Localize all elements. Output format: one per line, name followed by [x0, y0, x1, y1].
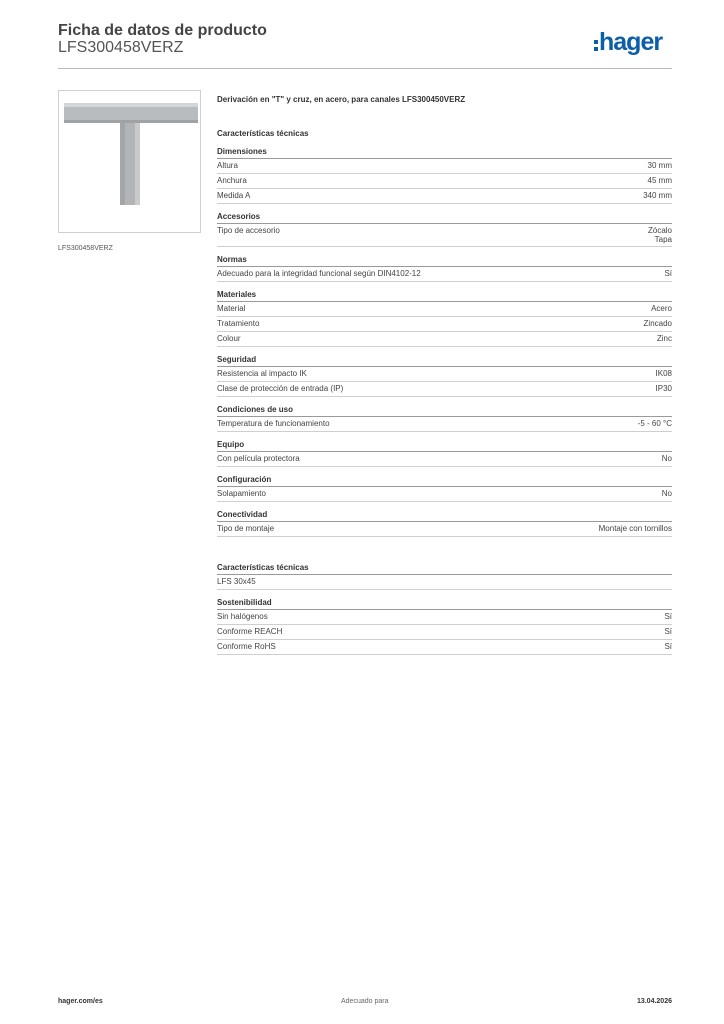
group-title: Accesorios [217, 212, 672, 224]
spec-value: Zinc [656, 334, 672, 343]
spec-label: Clase de protección de entrada (IP) [217, 384, 344, 393]
group-conectividad [217, 510, 672, 537]
spec-label: Altura [217, 161, 238, 170]
spec-label: Temperatura de funcionamiento [217, 419, 330, 428]
page-title: Ficha de datos de producto [58, 22, 267, 39]
spec-value: Sí [664, 269, 672, 278]
product-image-label: LFS300458VERZ [58, 245, 113, 252]
spec-label: Anchura [217, 176, 247, 185]
spec-value: IK08 [655, 369, 672, 378]
spec-row [217, 522, 672, 537]
spec-row [217, 317, 672, 332]
spec-label: Tipo de montaje [217, 524, 275, 533]
group-equipo [217, 440, 672, 467]
group-seguridad [217, 355, 672, 397]
spec-label: Conforme RoHS [217, 642, 276, 651]
spec-row [217, 189, 672, 204]
spec-row [217, 625, 672, 640]
spec-value: Acero [651, 304, 672, 313]
group-title: Conectividad [217, 510, 672, 522]
group-dimensiones [217, 147, 672, 204]
spec-label: Sin halógenos [217, 612, 268, 621]
spec-value: IP30 [655, 384, 672, 393]
spec-value: No [661, 454, 672, 463]
product-description: Derivación en "T" y cruz, en acero, para canales LFS300450VERZ [217, 95, 466, 104]
group-title: Dimensiones [217, 147, 672, 159]
spec-value: No [661, 489, 672, 498]
section-spacer [217, 545, 672, 563]
group-title: Equipo [217, 440, 672, 452]
logo-text: hager [599, 28, 663, 56]
group-sostenibilidad [217, 598, 672, 655]
product-code: LFS300458VERZ [58, 39, 184, 56]
group-normas [217, 255, 672, 282]
footer-date: 13.04.2026 [636, 998, 672, 1005]
spec-label: LFS 30x45 [217, 577, 256, 586]
spec-row [217, 267, 672, 282]
spec-value-line: Tapa [654, 235, 672, 244]
footer-website-link[interactable]: hager.com/es [58, 998, 103, 1005]
spec-row [217, 610, 672, 625]
group-title: Características técnicas [217, 563, 672, 575]
group-title: Normas [217, 255, 672, 267]
group-configuracion [217, 475, 672, 502]
spec-value: 30 mm [647, 161, 672, 170]
group-caracteristicas-tecnicas [217, 563, 672, 590]
spec-row [217, 640, 672, 655]
spec-label: Tipo de accesorio [217, 226, 280, 235]
spec-label: Colour [217, 334, 241, 343]
spec-row [217, 487, 672, 502]
spec-label: Resistencia al impacto IK [217, 369, 307, 378]
spec-label: Solapamiento [217, 489, 266, 498]
group-materiales [217, 290, 672, 347]
spec-value-line: Zócalo [647, 226, 672, 235]
spec-row [217, 302, 672, 317]
spec-value: Montaje con tornillos [598, 524, 672, 533]
spec-value: Sí [664, 612, 672, 621]
spec-value: 45 mm [647, 176, 672, 185]
spec-value: Zincado [643, 319, 672, 328]
group-title: Condiciones de uso [217, 405, 672, 417]
logo-colon-icon [594, 40, 598, 44]
group-title: Seguridad [217, 355, 672, 367]
spec-label: Con película protectora [217, 454, 300, 463]
spec-label: Adecuado para la integridad funcional según DIN4102-12 [217, 269, 421, 278]
group-title: Materiales [217, 290, 672, 302]
spec-row [217, 174, 672, 189]
spec-label: Conforme REACH [217, 627, 283, 636]
spec-value: Sí [664, 642, 672, 651]
spec-value [648, 226, 672, 244]
spec-label: Tratamiento [217, 319, 260, 328]
spec-value: 340 mm [643, 191, 672, 200]
spec-row [217, 159, 672, 174]
spec-row [217, 332, 672, 347]
section-heading: Características técnicas [217, 129, 309, 138]
spec-row [217, 417, 672, 432]
group-title: Sostenibilidad [217, 598, 672, 610]
spec-row [217, 224, 672, 247]
spec-label: Medida A [217, 191, 251, 200]
footer-center-text: Adecuado para [341, 998, 389, 1005]
hager-logo[interactable] [594, 28, 662, 57]
spec-label: Material [217, 304, 246, 313]
spec-value: -5 - 60 °C [637, 419, 672, 428]
spec-row [217, 575, 672, 590]
group-accesorios [217, 212, 672, 247]
group-title: Configuración [217, 475, 672, 487]
spec-row [217, 452, 672, 467]
spec-content [217, 95, 672, 663]
group-condiciones [217, 405, 672, 432]
spec-value: Sí [664, 627, 672, 636]
header-divider [58, 68, 672, 69]
product-image [58, 90, 201, 233]
spec-row [217, 382, 672, 397]
spec-row [217, 367, 672, 382]
t-junction-product-icon [59, 91, 200, 232]
